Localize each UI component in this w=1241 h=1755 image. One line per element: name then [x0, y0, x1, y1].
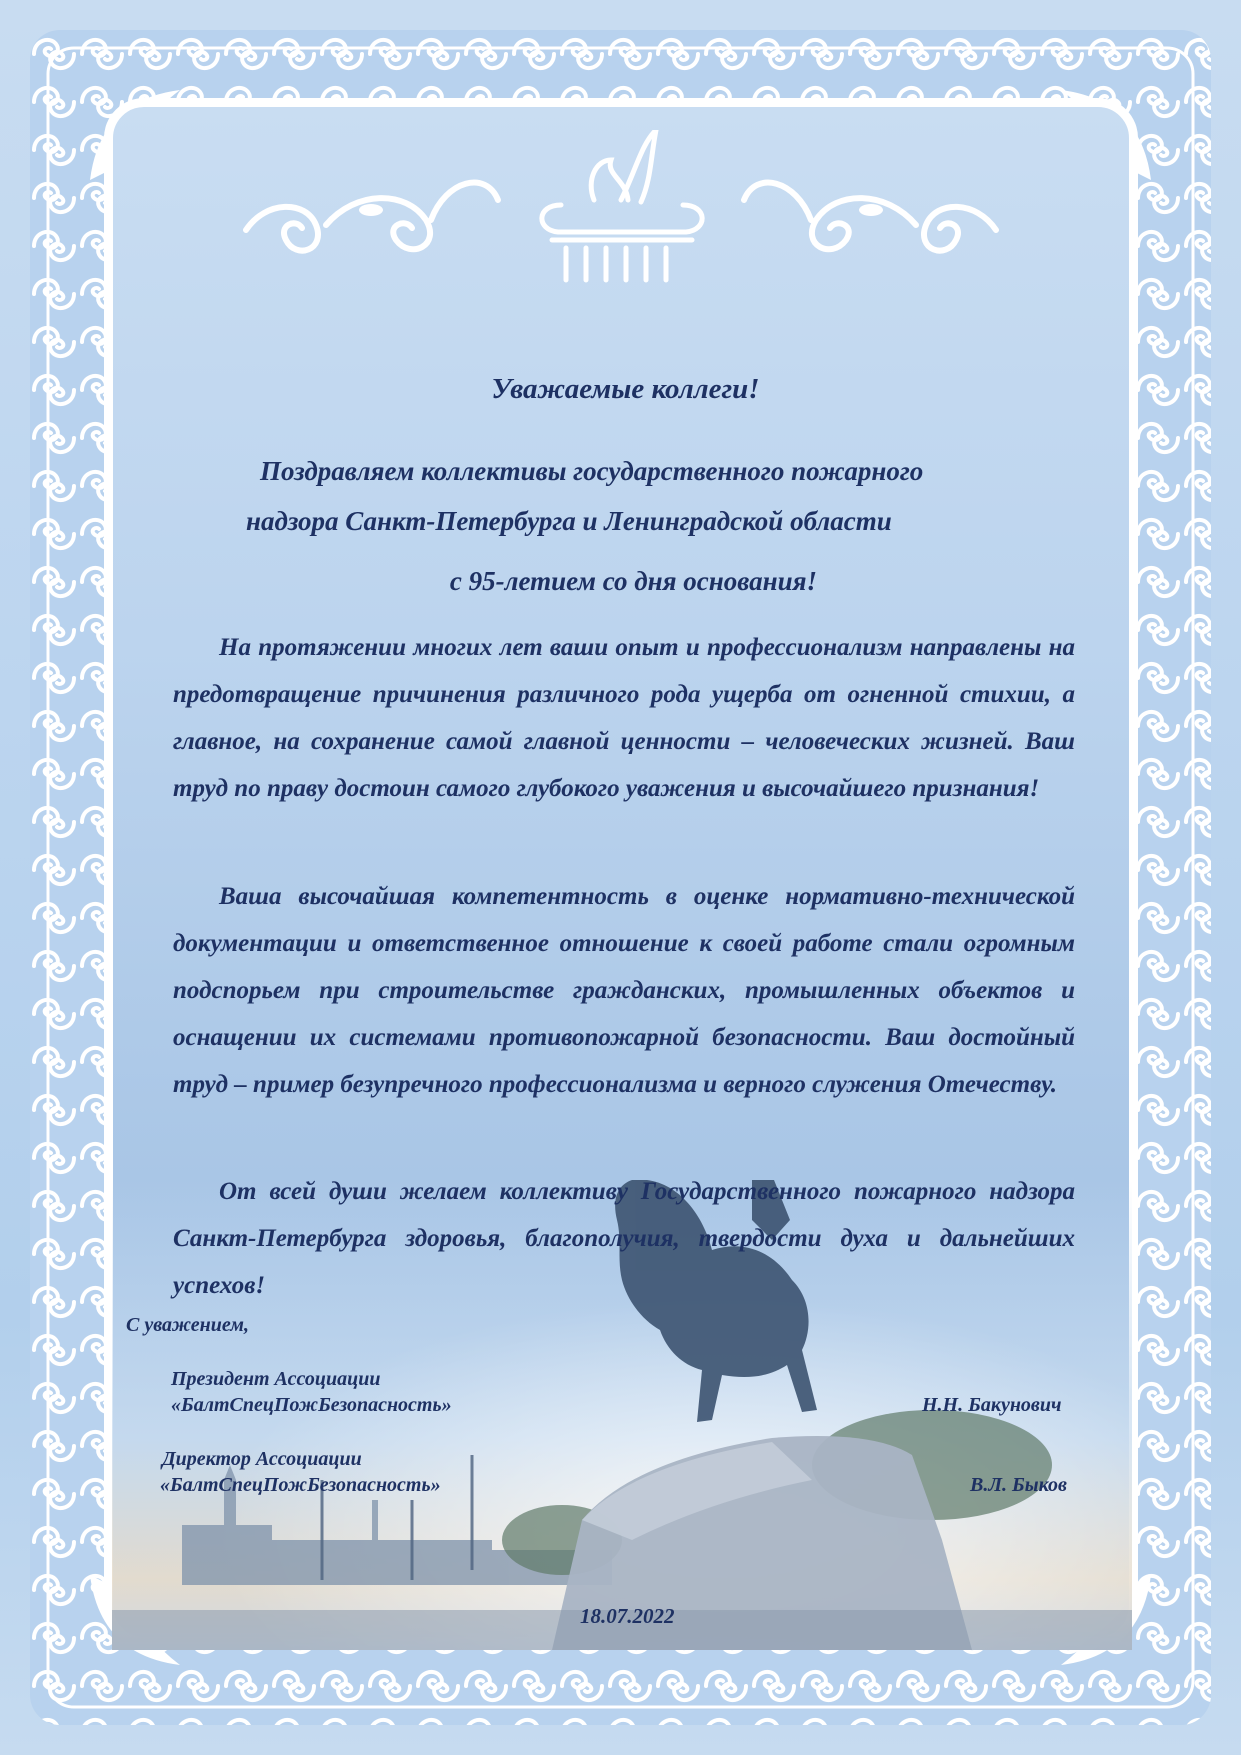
congratulation-heading	[240, 446, 1040, 546]
signatory-2-position: Директор Ассоциации	[162, 1448, 362, 1470]
congratulation-line-1: Поздравляем коллективы государственного пожарного	[260, 456, 924, 486]
signatory-1-position: Президент Ассоциации	[171, 1368, 381, 1390]
signatory-2-organization: «БалтСпецПожБезопасность»	[160, 1474, 441, 1496]
congratulation-line-2: надзора Санкт-Петербурга и Ленинградской области	[246, 506, 892, 536]
letter-date: 18.07.2022	[580, 1604, 675, 1628]
closing-phrase: С уважением,	[126, 1314, 249, 1336]
signatory-2-name: В.Л. Быков	[970, 1474, 1067, 1496]
emblem-ornament	[236, 130, 1006, 285]
body-paragraph-1: На протяжении многих лет ваши опыт и профессионализм направлены на предотвращение причинения различного рода ущерба от огненной стихии, а главное, на сохранение самой главной ценности – человеческих жизней. Ваш труд по праву достоин самого глубокого уважения и высочайшего признания!	[173, 634, 1075, 802]
signatory-2-title	[162, 1446, 441, 1498]
signatory-1-organization: «БалтСпецПожБезопасность»	[171, 1394, 452, 1416]
greeting-heading: Уважаемые коллеги!	[491, 373, 760, 405]
body-paragraph-3: От всей души желаем коллективу Государственного пожарного надзора Санкт-Петербурга здоровья, благополучия, твердости духа и дальнейших успехов!	[173, 1178, 1075, 1299]
signatory-1-name: Н.Н. Бакунович	[922, 1394, 1062, 1416]
anniversary-heading: с 95-летием со дня основания!	[449, 566, 818, 596]
body-paragraph-2: Ваша высочайшая компетентность в оценке нормативно-технической документации и ответственное отношение к своей работе стали огромным подспорьем при строительстве гражданских, промышленных объектов и оснащении их системами противопожарной безопасности. Ваш достойный труд – пример безупречного профессионализма и верного служения Отечеству.	[173, 883, 1075, 1098]
signatory-1-title	[171, 1366, 452, 1418]
